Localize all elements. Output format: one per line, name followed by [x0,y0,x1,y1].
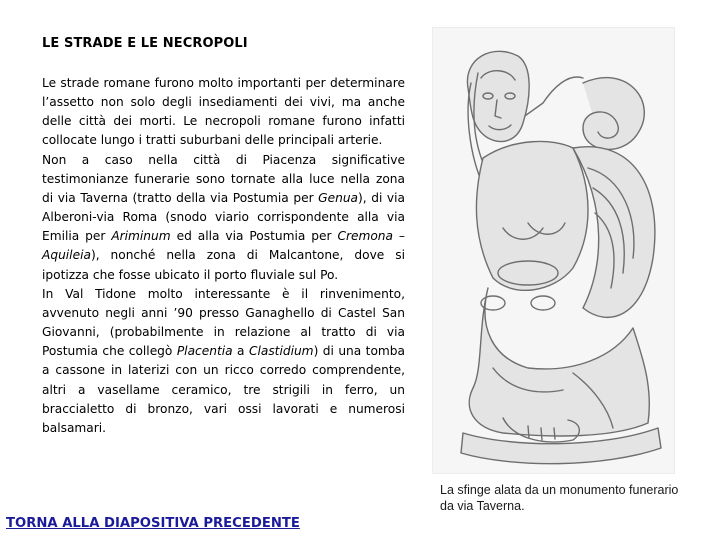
slide-title: LE STRADE E LE NECROPOLI [42,36,248,51]
text-run: ), di via Alberoni-via Roma (snodo viario corrispondente alla via Emilia per [42,190,405,244]
text-run: ), nonché nella zona di Malcantone, dove si ipotizza che fosse ubicato il porto fluviale sul Po. [42,248,405,282]
sphinx-drawing [433,28,675,474]
back-to-previous-slide-link[interactable]: TORNA ALLA DIAPOSITIVA PRECEDENTE [6,516,300,531]
text-run: Le strade romane furono molto importanti per determinare l’assetto non solo degli insediamenti dei vivi, ma anche delle città dei morti. Le necropoli romane furono infatti collocate lungo i tratti suburbani delle principali arterie. [42,76,405,148]
italic-term: Clastidium [248,344,314,359]
text-run: ) di una tomba a cassone in laterizi con un ricco corredo comprendente, altri a vasellame ceramico, tre strigili in ferro, un braccialetto di bronzo, vari ossi lavorati e numerosi balsamari. [42,344,405,435]
italic-term: Genua [318,190,359,205]
text-run: a [232,344,249,359]
image-caption: La sfinge alata da un monumento funerario da via Taverna. [440,483,679,513]
paragraph-1 [42,74,405,151]
text-run: Non a caso nella città di Piacenza significative testimonianze funerarie sono tornate alla luce nella zona di via Taverna (tratto della via Postumia per [42,152,405,205]
italic-term: Placentia [176,344,233,359]
sphinx-drawing-image [432,27,675,474]
paragraph-2 [42,151,405,285]
italic-term: Ariminum [111,229,171,244]
text-run: ed alla via Postumia per [170,229,338,244]
paragraph-3 [42,285,405,438]
body-text [42,74,405,438]
text-run: In Val Tidone molto interessante è il rinvenimento, avvenuto negli anni ’90 presso Ganaghello di Castel San Giovanni, (probabilmente in relazione al tratto di via Postumia che collegò [42,286,405,359]
italic-term: Cremona –Aquileia [42,229,406,263]
